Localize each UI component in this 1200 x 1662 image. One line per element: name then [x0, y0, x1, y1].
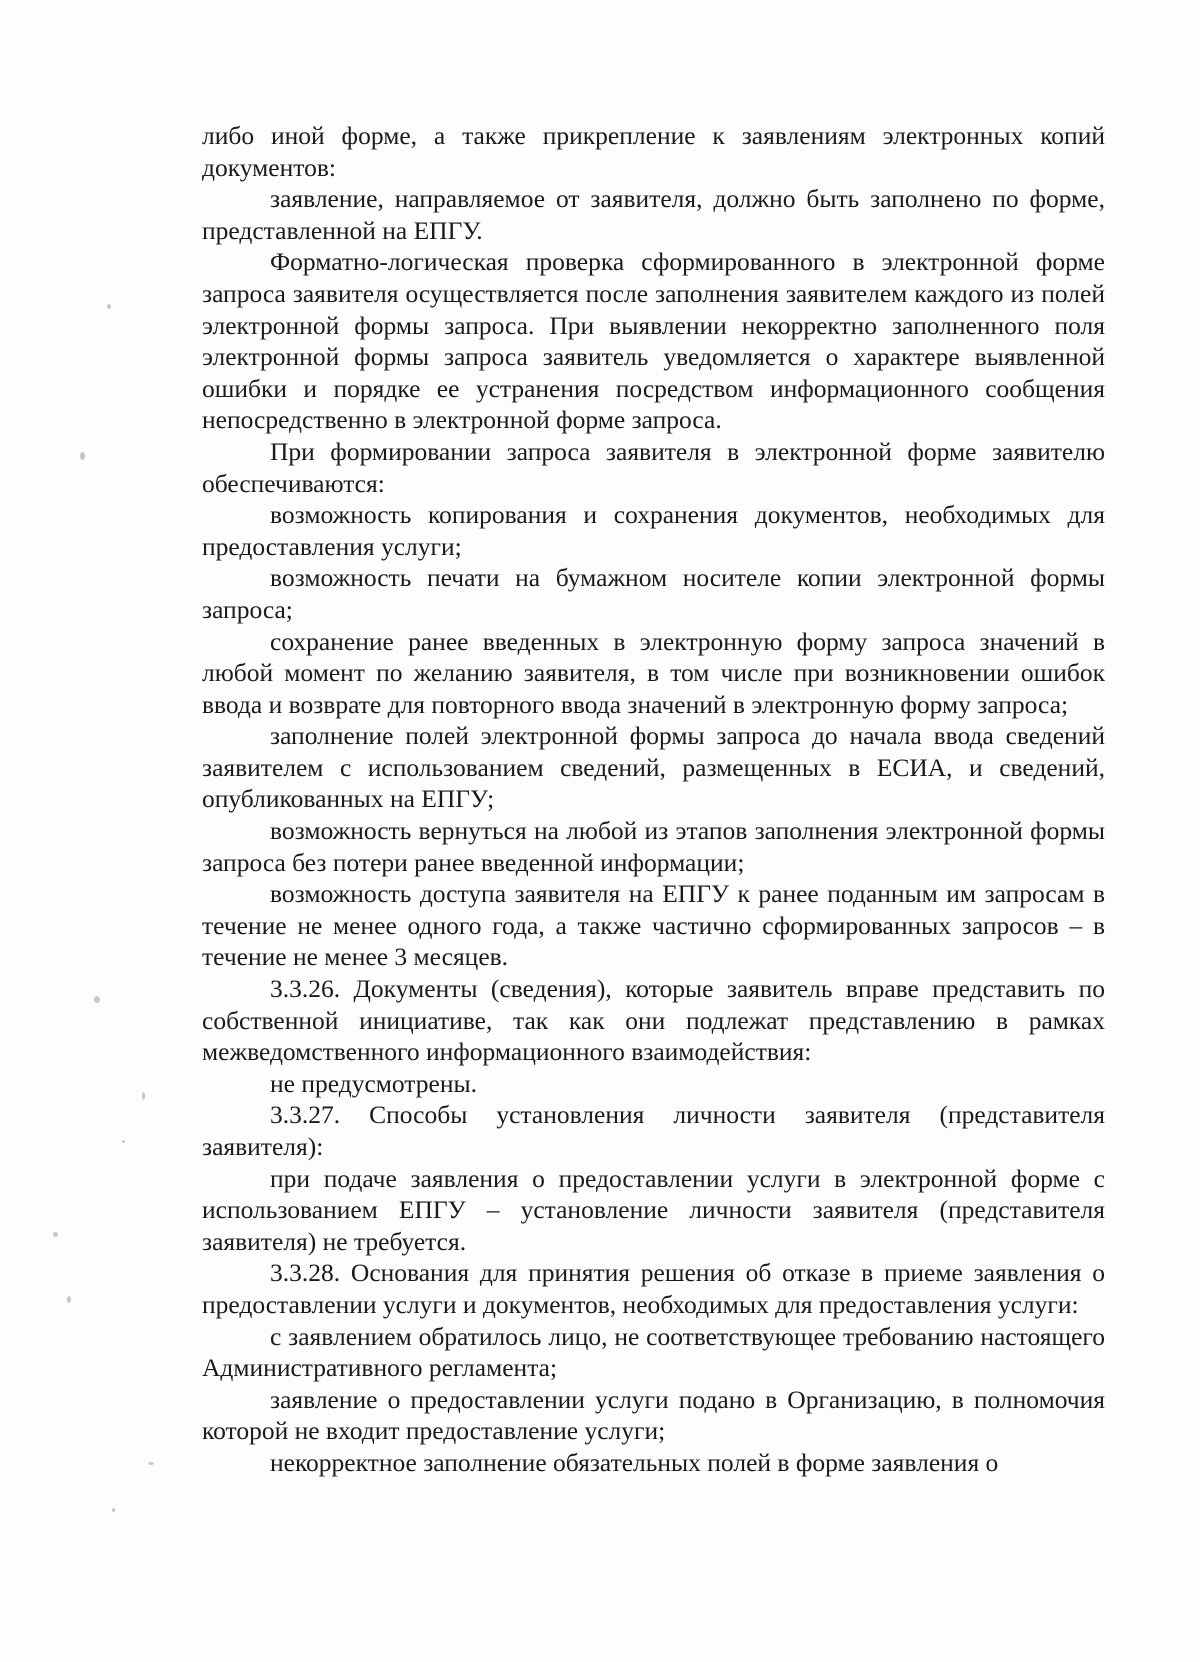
paragraph: возможность доступа заявителя на ЕПГУ к ранее поданным им запросам в течение не менее одного года, а также частично сформированных запросов – в течение не менее 3 месяцев. — [202, 879, 1105, 972]
section-heading-3-3-28: 3.3.28. Основания для принятия решения об отказе в приеме заявления о предоставлении услуги и документов, необходимых для предоставления услуги: — [202, 1258, 1105, 1319]
paragraph: с заявлением обратилось лицо, не соответствующее требованию настоящего Административного регламента; — [202, 1321, 1105, 1383]
scan-speck — [80, 452, 85, 460]
scan-speck — [67, 1296, 71, 1303]
paragraph: При формировании запроса заявителя в электронной форме заявителю обеспечиваются: — [202, 436, 1105, 498]
scan-speck — [142, 1092, 145, 1100]
paragraph: не предусмотрены. — [270, 1068, 477, 1098]
paragraph: заявление, направляемое от заявителя, должно быть заполнено по форме, представленной на ЕПГУ. — [202, 184, 1105, 245]
paragraph: при подаче заявления о предоставлении услуги в электронной форме с использованием ЕПГУ – установление личности заявителя (представителя заявителя) не требуется. — [202, 1163, 1105, 1256]
paragraph: возможность печати на бумажном носителе копии электронной формы запроса; — [202, 563, 1105, 624]
scan-speck — [53, 1232, 58, 1237]
scan-speck — [94, 996, 100, 1003]
section-heading-3-3-27: 3.3.27. Способы установления личности заявителя (представителя заявителя): — [202, 1100, 1105, 1161]
section-heading-3-3-26: 3.3.26. Документы (сведения), которые заявитель вправе представить по собственной инициативе, так как они подлежат представлению в рамках межведомственного информационного взаимодействия: — [202, 974, 1105, 1067]
paragraph: сохранение ранее введенных в электронную форму запроса значений в любой момент по желанию заявителя, в том числе при возникновении ошибок ввода и возврате для повторного ввода значений в электронную форму запроса; — [202, 626, 1105, 719]
scan-speck — [148, 1462, 154, 1465]
paragraph: возможность вернуться на любой из этапов заполнения электронной формы запроса без потери ранее введенной информации; — [202, 816, 1105, 877]
paragraph: либо иной форме, а также прикрепление к заявлениям электронных копий документов: — [202, 121, 1105, 182]
paragraph: заполнение полей электронной формы запроса до начала ввода сведений заявителем с использованием сведений, размещенных в ЕСИА, и сведений, опубликованных на ЕПГУ; — [202, 721, 1105, 814]
paragraph: возможность копирования и сохранения документов, необходимых для предоставления услуги; — [202, 500, 1105, 561]
paragraph: Форматно-логическая проверка сформированного в электронной форме запроса заявителя осуществляется после заполнения заявителем каждого из полей электронной формы запроса. При выявлении некорректно заполненного поля электронной формы запроса заявитель уведомляется о характере выявленной ошибки и порядке ее устранения посредством информационного сообщения непосредственно в электронной форме запроса. — [202, 247, 1105, 435]
paragraph: заявление о предоставлении услуги подано в Организацию, в полномочия которой не входит предоставление услуги; — [202, 1384, 1105, 1446]
scan-speck — [107, 304, 111, 309]
scan-speck — [112, 1508, 115, 1512]
paragraph: некорректное заполнение обязательных полей в форме заявления о — [270, 1447, 999, 1477]
scan-speck — [122, 1140, 125, 1143]
document-body — [202, 120, 1105, 1479]
